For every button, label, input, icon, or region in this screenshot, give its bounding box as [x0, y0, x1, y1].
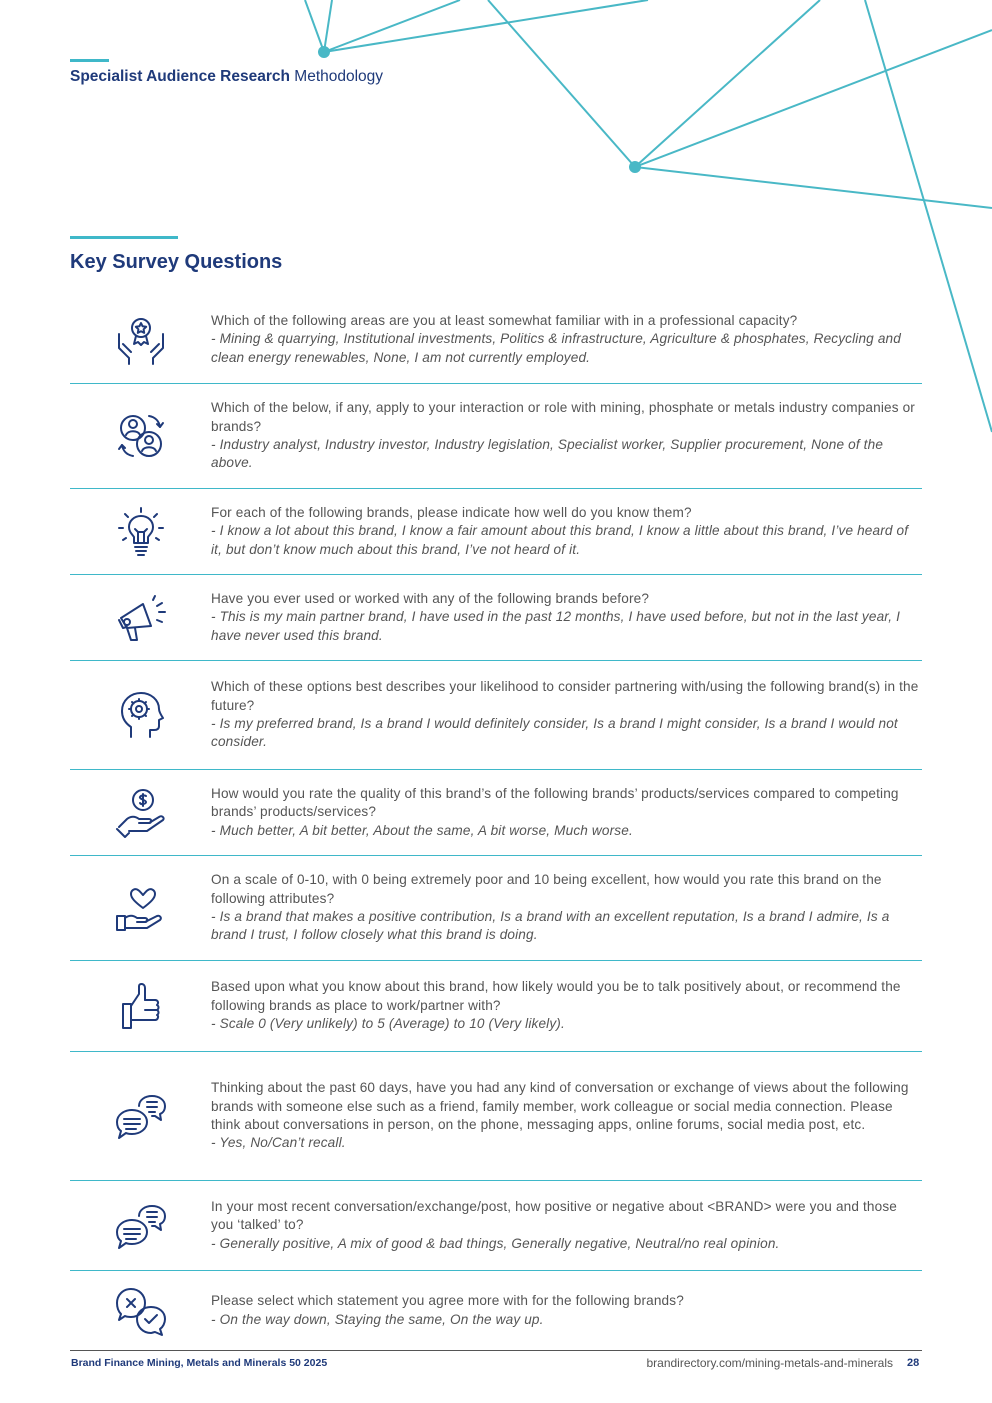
lightbulb-icon: [115, 506, 167, 558]
page-header: [70, 68, 383, 86]
footer-url-link[interactable]: brandirectory.com/mining-metals-and-minerals: [646, 1356, 893, 1370]
question-text: In your most recent conversation/exchange/post, how positive or negative about <BRAND> were you and those you ‘talked’ to?: [211, 1198, 898, 1233]
question-row: [70, 856, 922, 961]
answer-options: - Yes, No/Can’t recall.: [211, 1135, 346, 1151]
question-row: [70, 489, 922, 575]
answer-options: - Mining & quarrying, Institutional investments, Politics & infrastructure, Agriculture & phosphates, Recycling and clean energy renewables, None, I am not currently employed.: [211, 331, 901, 365]
question-text: Which of the below, if any, apply to your interaction or role with mining, phosphate or metals industry companies or brands?: [211, 400, 915, 434]
footer-publication: Brand Finance Mining, Metals and Minerals 50 2025: [71, 1357, 328, 1369]
thumbs-up-icon: [115, 980, 167, 1032]
megaphone-icon: [115, 592, 167, 644]
chat-bubbles-icon: [115, 1090, 167, 1142]
question-text: Which of the following areas are you at least somewhat familiar with in a professional capacity?: [211, 312, 798, 328]
question-row: [70, 1052, 922, 1181]
question-text: Which of these options best describes your likelihood to consider partnering with/using the following brand(s) in the future?: [211, 679, 919, 713]
question-row: [70, 296, 922, 384]
question-text: Based upon what you know about this brand, how likely would you be to talk positively about, or recommend the following brands as place to work/partner with?: [211, 979, 901, 1013]
head-gear-icon: [115, 689, 167, 741]
question-row: [70, 770, 922, 856]
chat-bubbles-icon: [115, 1200, 167, 1252]
header-title-bold: Specialist Audience Research: [70, 68, 290, 85]
question-row: [70, 384, 922, 489]
section-title: Key Survey Questions: [70, 251, 283, 273]
coin-hand-icon: [115, 787, 167, 839]
answer-options: - I know a lot about this brand, I know a fair amount about this brand, I know a little about this brand, I’ve heard of it, but don’t know much about this brand, I’ve not heard of it.: [211, 523, 909, 557]
answer-options: - Industry analyst, Industry investor, Industry legislation, Specialist worker, Supplier procurement, None of the above.: [211, 437, 884, 471]
answer-options: - Scale 0 (Very unlikely) to 5 (Average) to 10 (Very likely).: [211, 1016, 565, 1032]
question-text: Thinking about the past 60 days, have you had any kind of conversation or exchange of views about the following brands with someone else such as a friend, family member, work colleague or social media connection. Please think about conversations in person, on the phone, messaging apps, online forums, social media post, etc.: [211, 1080, 909, 1132]
question-row: [70, 661, 922, 770]
answer-options: - Generally positive, A mix of good & bad things, Generally negative, Neutral/no real opinion.: [211, 1235, 780, 1251]
cross-check-bubbles-icon: [115, 1285, 167, 1337]
question-row: [70, 575, 922, 661]
question-text: How would you rate the quality of this brand’s of the following brands’ products/services compared to competing brands’ products/services?: [211, 785, 899, 820]
answer-options: - Much better, A bit better, About the same, A bit worse, Much worse.: [211, 822, 633, 838]
heart-hand-icon: [115, 882, 167, 934]
header-accent-bar: [70, 59, 109, 62]
question-row: [70, 1271, 922, 1351]
section-accent-bar: [70, 236, 178, 239]
page-number: 28: [907, 1357, 920, 1369]
user-exchange-icon: [115, 410, 167, 462]
question-text: Have you ever used or worked with any of the following brands before?: [211, 590, 650, 606]
question-text: Please select which statement you agree more with for the following brands?: [211, 1293, 684, 1309]
award-hands-icon: [115, 314, 167, 366]
answer-options: - Is my preferred brand, Is a brand I would definitely consider, Is a brand I might consider, Is a brand I would not consider.: [211, 716, 898, 750]
header-title-rest: Methodology: [294, 68, 384, 85]
question-text: For each of the following brands, please indicate how well do you know them?: [211, 504, 692, 520]
survey-questions-list: [70, 296, 922, 1351]
answer-options: - Is a brand that makes a positive contribution, Is a brand with an excellent reputation, Is a brand I admire, Is a brand I trust, I follow closely what this brand is doing.: [211, 909, 890, 943]
question-text: On a scale of 0-10, with 0 being extremely poor and 10 being excellent, how would you rate this brand on the following attributes?: [211, 872, 882, 906]
question-row: [70, 1181, 922, 1271]
answer-options: - This is my main partner brand, I have used in the past 12 months, I have used before, but not in the last year, I have never used this brand.: [211, 609, 900, 643]
answer-options: - On the way down, Staying the same, On the way up.: [211, 1311, 544, 1327]
question-row: [70, 961, 922, 1052]
